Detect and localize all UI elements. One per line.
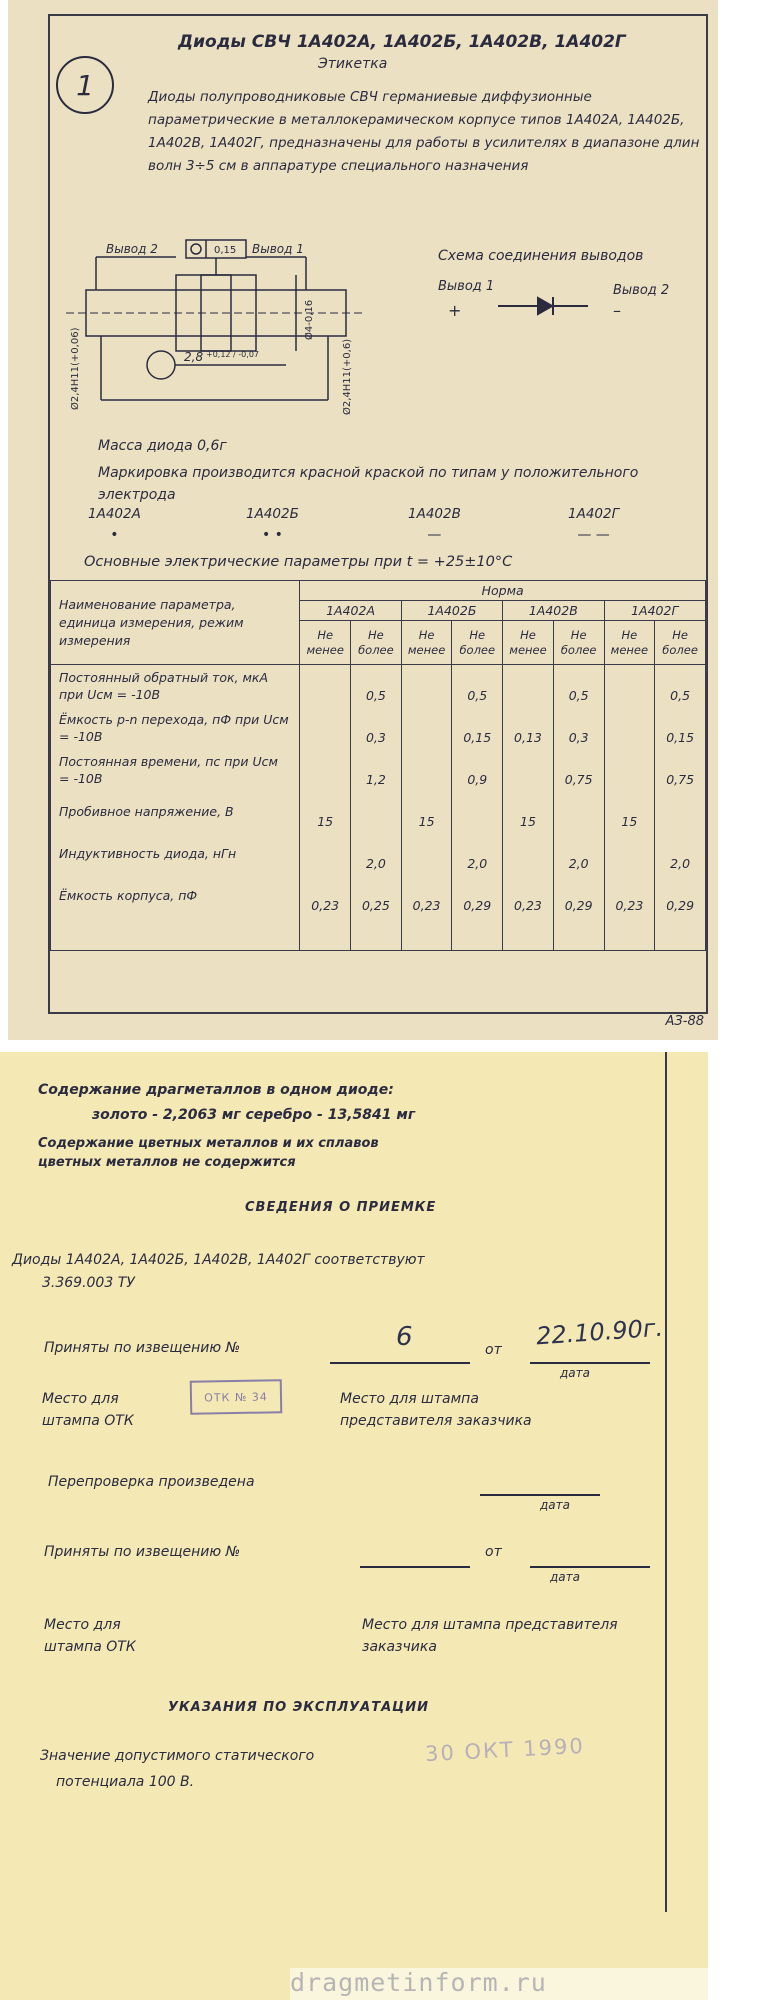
param-value-cell: 0,75 — [553, 749, 604, 791]
param-value-cell: 0,75 — [655, 749, 706, 791]
acceptance-spec: 3.369.003 ТУ — [42, 1275, 135, 1291]
connection-schema — [438, 270, 708, 330]
param-name-cell: Пробивное напряжение, В — [51, 791, 300, 833]
param-value-cell: 0,25 — [351, 875, 402, 917]
min-header: Не менее — [401, 621, 452, 665]
date-caption: дата — [560, 1366, 590, 1380]
param-value-cell: 0,15 — [655, 707, 706, 749]
param-value-cell: 0,5 — [351, 665, 402, 707]
schema-minus: – — [613, 301, 621, 320]
marking-type-b — [246, 506, 299, 542]
param-value-cell — [452, 791, 503, 833]
min-header: Не менее — [503, 621, 554, 665]
param-value-cell: 15 — [300, 791, 351, 833]
param-value-cell — [503, 833, 554, 875]
connection-schema-title: Схема соединения выводов — [438, 248, 644, 264]
norm-header: Норма — [300, 581, 706, 601]
empty-cell — [51, 917, 300, 951]
marking-type-label: 1А402А — [88, 506, 141, 522]
param-value-cell: 0,3 — [553, 707, 604, 749]
otk-stamp-place-2: Место для штампа ОТК — [44, 1617, 136, 1655]
min-header: Не менее — [300, 621, 351, 665]
param-value-cell: 15 — [503, 791, 554, 833]
empty-cell — [503, 917, 554, 951]
param-value-cell — [604, 833, 655, 875]
acceptance-text: Диоды 1А402А, 1А402Б, 1А402В, 1А402Г соответствуют — [12, 1252, 425, 1268]
param-value-cell — [553, 791, 604, 833]
param-value-cell: 0,15 — [452, 707, 503, 749]
param-name-cell: Индуктивность диода, нГн — [51, 833, 300, 875]
empty-cell — [351, 917, 402, 951]
param-value-cell: 0,5 — [553, 665, 604, 707]
table-row — [51, 833, 706, 875]
param-value-cell — [300, 833, 351, 875]
date-caption: дата — [550, 1570, 580, 1584]
param-value-cell — [604, 749, 655, 791]
nonferrous-line1: Содержание цветных металлов и их сплавов — [38, 1136, 379, 1151]
precious-metals-values: золото - 2,2063 мг серебро - 13,5841 мг — [92, 1107, 416, 1123]
lead2-label: Вывод 2 — [106, 242, 158, 256]
acceptance-sheet — [0, 1052, 708, 2000]
sheet-number-circle: 1 — [56, 56, 114, 114]
param-value-cell: 1,2 — [351, 749, 402, 791]
max-header: Не более — [655, 621, 706, 665]
marking-type-label: 1А402Б — [246, 506, 299, 522]
acceptance-title: СВЕДЕНИЯ О ПРИЕМКЕ — [245, 1200, 437, 1215]
param-value-cell: 2,0 — [553, 833, 604, 875]
param-value-cell — [604, 707, 655, 749]
from-label: от — [485, 1544, 502, 1560]
document-title: Диоды СВЧ 1А402А, 1А402Б, 1А402В, 1А402Г — [178, 32, 626, 52]
date-stamp: 30 ОКТ 1990 — [424, 1733, 586, 1767]
notice-number-line — [330, 1362, 470, 1364]
instructions-title: УКАЗАНИЯ ПО ЭКСПЛУАТАЦИИ — [168, 1700, 429, 1715]
site-watermark: dragmetinform.ru — [290, 1968, 760, 2000]
lead1-label: Вывод 1 — [252, 242, 304, 256]
date-caption: дата — [540, 1498, 570, 1512]
marking-type-a — [88, 506, 141, 542]
accepted-date: 22.10.90г. — [535, 1313, 664, 1351]
marking-type-v — [408, 506, 461, 542]
marking-text: Маркировка производится красной краской по типам у положительного электрода — [98, 465, 639, 503]
tolerance-label: 0,15 — [214, 245, 237, 256]
param-value-cell: 0,13 — [503, 707, 554, 749]
label-sheet — [8, 0, 718, 1040]
date-line — [530, 1362, 650, 1364]
param-value-cell: 2,0 — [351, 833, 402, 875]
param-value-cell: 0,3 — [351, 707, 402, 749]
table-row — [51, 707, 706, 749]
customer-stamp-place: Место для штампа представителя заказчика — [340, 1391, 532, 1429]
description-paragraph: Диоды полупроводниковые СВЧ германиевые диффузионные параметрические в металлокерамическом корпусе типов 1А402А, 1А402Б, 1А402В, 1А402Г, предназначены для работы в усилителях в диапазоне длин волн 3÷5 см в аппаратуре специального назначения — [148, 89, 700, 174]
empty-cell — [452, 917, 503, 951]
param-value-cell — [503, 665, 554, 707]
schema-lead2: Вывод 2 — [613, 283, 670, 298]
dim-height: Ø4-0,16 — [304, 299, 315, 340]
param-value-cell: 0,29 — [452, 875, 503, 917]
marking-type-label: 1А402В — [408, 506, 461, 522]
diode-outline-drawing — [66, 235, 366, 425]
type-header: 1А402В — [503, 601, 604, 621]
electrical-params-table — [50, 580, 706, 951]
param-value-cell — [401, 707, 452, 749]
param-value-cell — [351, 791, 402, 833]
param-value-cell: 0,23 — [300, 875, 351, 917]
param-value-cell: 0,5 — [655, 665, 706, 707]
date-line-2 — [530, 1566, 650, 1568]
param-value-cell — [300, 665, 351, 707]
param-value-cell — [604, 665, 655, 707]
param-value-cell — [300, 707, 351, 749]
sheet-border-line — [665, 1052, 667, 1912]
otk-stamp-place: Место для штампа ОТК — [42, 1391, 134, 1429]
table-row-empty — [51, 917, 706, 951]
param-value-cell: 0,5 — [452, 665, 503, 707]
empty-cell — [300, 917, 351, 951]
nonferrous-line2: цветных металлов не содержится — [38, 1155, 296, 1170]
min-header: Не менее — [604, 621, 655, 665]
table-row — [51, 665, 706, 707]
otk-stamp: ОТК № 34 — [190, 1379, 283, 1415]
param-name-cell: Постоянная времени, пс при Uсм = -10В — [51, 749, 300, 791]
type-header: 1А402Г — [604, 601, 705, 621]
param-name-cell: Постоянный обратный ток, мкА при Uсм = -10В — [51, 665, 300, 707]
params-title: Основные электрические параметры при t = +25±10°С — [84, 554, 513, 570]
param-value-cell — [503, 749, 554, 791]
param-name-cell: Ёмкость p-n перехода, пФ при Uсм = -10В — [51, 707, 300, 749]
type-header: 1А402А — [300, 601, 401, 621]
marking-dots: • — [110, 527, 119, 543]
precious-metals-title: Содержание драгметаллов в одном диоде: — [38, 1082, 394, 1098]
param-name-cell: Ёмкость корпуса, пФ — [51, 875, 300, 917]
accepted-label: Приняты по извещению № — [44, 1340, 241, 1356]
static-potential-line1: Значение допустимого статического — [40, 1748, 315, 1764]
marking-type-g — [568, 506, 619, 542]
marking-dots: • • — [261, 527, 283, 543]
dim-length-tol: +0,12 / -0,07 — [206, 350, 259, 359]
param-value-cell: 0,23 — [503, 875, 554, 917]
max-header: Не более — [452, 621, 503, 665]
params-table-body — [51, 665, 706, 951]
marking-dots: — — — [577, 527, 610, 543]
param-name-header: Наименование параметра, единица измерения, режим измерения — [51, 581, 300, 665]
schema-lead1: Вывод 1 — [438, 279, 495, 294]
table-row — [51, 791, 706, 833]
marking-dots: — — [427, 527, 442, 543]
empty-cell — [655, 917, 706, 951]
dim-left: Ø2,4H11(+0,06) — [70, 327, 81, 410]
dim-length: 2,8 — [184, 350, 204, 364]
param-value-cell: 2,0 — [452, 833, 503, 875]
static-potential-line2: потенциала 100 В. — [56, 1774, 195, 1790]
table-row — [51, 875, 706, 917]
document-subtitle: Этикетка — [318, 56, 388, 72]
param-value-cell: 0,29 — [553, 875, 604, 917]
customer-stamp-place-2: Место для штампа представителя заказчика — [362, 1617, 618, 1655]
param-value-cell: 0,23 — [604, 875, 655, 917]
schema-plus: + — [448, 301, 462, 320]
recheck-label: Перепроверка произведена — [48, 1474, 255, 1490]
notice-number: 6 — [396, 1322, 413, 1352]
marking-type-label: 1А402Г — [568, 506, 620, 522]
param-value-cell — [401, 833, 452, 875]
param-value-cell: 0,29 — [655, 875, 706, 917]
max-header: Не более — [553, 621, 604, 665]
dim-right: Ø2,4H11(+0,6) — [342, 338, 353, 415]
accepted2-label: Приняты по извещению № — [44, 1544, 241, 1560]
recheck-date-line — [480, 1494, 600, 1496]
param-value-cell: 0,9 — [452, 749, 503, 791]
empty-cell — [604, 917, 655, 951]
param-value-cell: 15 — [401, 791, 452, 833]
table-row — [51, 749, 706, 791]
from-label: от — [485, 1342, 502, 1358]
param-value-cell — [401, 665, 452, 707]
param-value-cell: 2,0 — [655, 833, 706, 875]
empty-cell — [401, 917, 452, 951]
type-header: 1А402Б — [401, 601, 502, 621]
param-value-cell — [655, 791, 706, 833]
notice-number-line-2 — [360, 1566, 470, 1568]
param-value-cell — [300, 749, 351, 791]
document-code: АЗ-88 — [665, 1014, 704, 1029]
param-value-cell: 0,23 — [401, 875, 452, 917]
empty-cell — [553, 917, 604, 951]
diode-symbol-icon — [498, 297, 588, 315]
param-value-cell: 15 — [604, 791, 655, 833]
param-value-cell — [401, 749, 452, 791]
mass-text: Масса диода 0,6г — [98, 438, 227, 454]
max-header: Не более — [351, 621, 402, 665]
